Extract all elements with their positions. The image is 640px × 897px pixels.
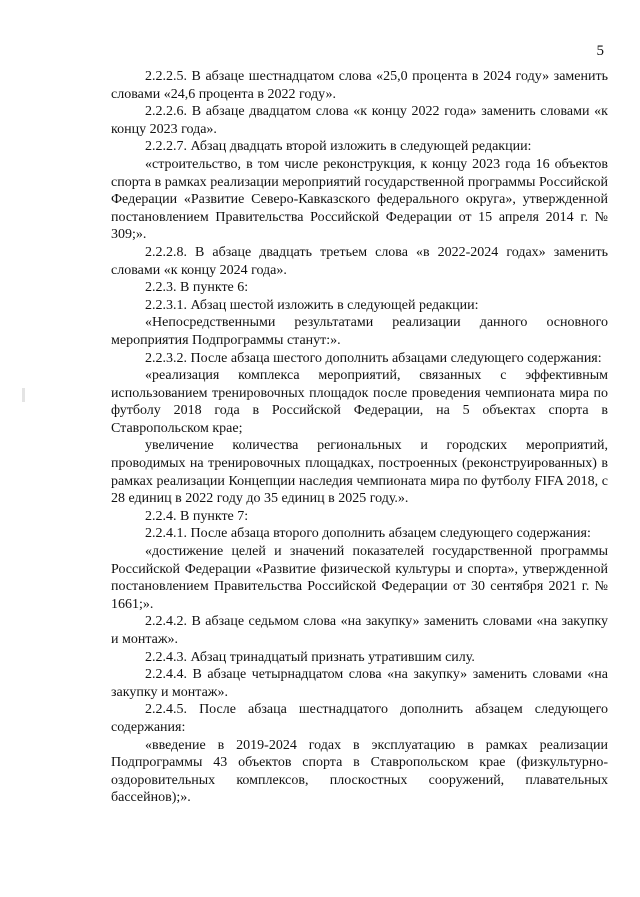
paragraph: 2.2.4.3. Абзац тринадцатый признать утратившим силу.	[145, 649, 475, 665]
paragraph: «строительство, в том числе реконструкция, к концу 2023 года 16 объектов спорта в рамках реализации мероприятий государственной программы Российской Федерации «Развитие Северо-Кавказского федерального округа», утвержденной постановлением Правительства Российской Федерации от 15 апреля 2014 г. № 309;».	[111, 156, 608, 243]
document-body	[111, 68, 608, 807]
paragraph: 2.2.2.7. Абзац двадцать второй изложить в следующей редакции:	[145, 139, 532, 155]
paragraph: 2.2.3. В пункте 6:	[145, 280, 249, 296]
paragraph: 2.2.4.5. После абзаца шестнадцатого дополнить абзацем следующего содержания:	[111, 702, 608, 735]
paragraph: «введение в 2019-2024 годах в эксплуатацию в рамках реализации Подпрограммы 43 объектов спорта в Ставропольском крае (физкультурно-оздоровительных комплексов, плоскостных сооружений, плавательных бассейнов);».	[111, 737, 608, 806]
scan-artifact	[22, 388, 25, 402]
paragraph: увеличение количества региональных и городских мероприятий, проводимых на тренировочных площадках, построенных (реконструированных) в рамках реализации Концепции наследия чемпионата мира по футболу FIFA 2018, с 28 единиц в 2022 году до 35 единиц в 2025 году.».	[111, 438, 608, 507]
page-number: 5	[596, 43, 604, 59]
paragraph: 2.2.2.5. В абзаце шестнадцатом слова «25,0 процента в 2024 году» заменить словами «24,6 процента в 2022 году».	[111, 69, 608, 102]
paragraph: 2.2.4.1. После абзаца второго дополнить абзацем следующего содержания:	[145, 526, 591, 542]
paragraph: 2.2.4. В пункте 7:	[145, 508, 249, 524]
paragraph: «Непосредственными результатами реализации данного основного мероприятия Подпрограммы станут:».	[111, 315, 608, 348]
paragraph: 2.2.4.4. В абзаце четырнадцатом слова «на закупку» заменить словами «на закупку и монтаж».	[111, 667, 608, 700]
paragraph: «достижение целей и значений показателей государственной программы Российской Федерации «Развитие физической культуры и спорта», утвержденной постановлением Правительства Российской Федерации от 30 сентября 2021 г. № 1661;».	[111, 544, 608, 612]
paragraph: «реализация комплекса мероприятий, связанных с эффективным использованием тренировочных площадок после проведения чемпионата мира по футболу 2018 года в Российской Федерации, на 5 объектах спорта в Ставропольском крае;	[111, 368, 608, 436]
paragraph: 2.2.4.2. В абзаце седьмом слова «на закупку» заменить словами «на закупку и монтаж».	[111, 614, 608, 647]
paragraph: 2.2.3.2. После абзаца шестого дополнить абзацами следующего содержания:	[145, 350, 602, 366]
paragraph: 2.2.2.8. В абзаце двадцать третьем слова «в 2022-2024 годах» заменить словами «к концу 2024 года».	[111, 244, 608, 278]
paragraph: 2.2.2.6. В абзаце двадцатом слова «к концу 2022 года» заменить словами «к концу 2023 года».	[111, 104, 608, 137]
paragraph: 2.2.3.1. Абзац шестой изложить в следующей редакции:	[145, 297, 479, 313]
